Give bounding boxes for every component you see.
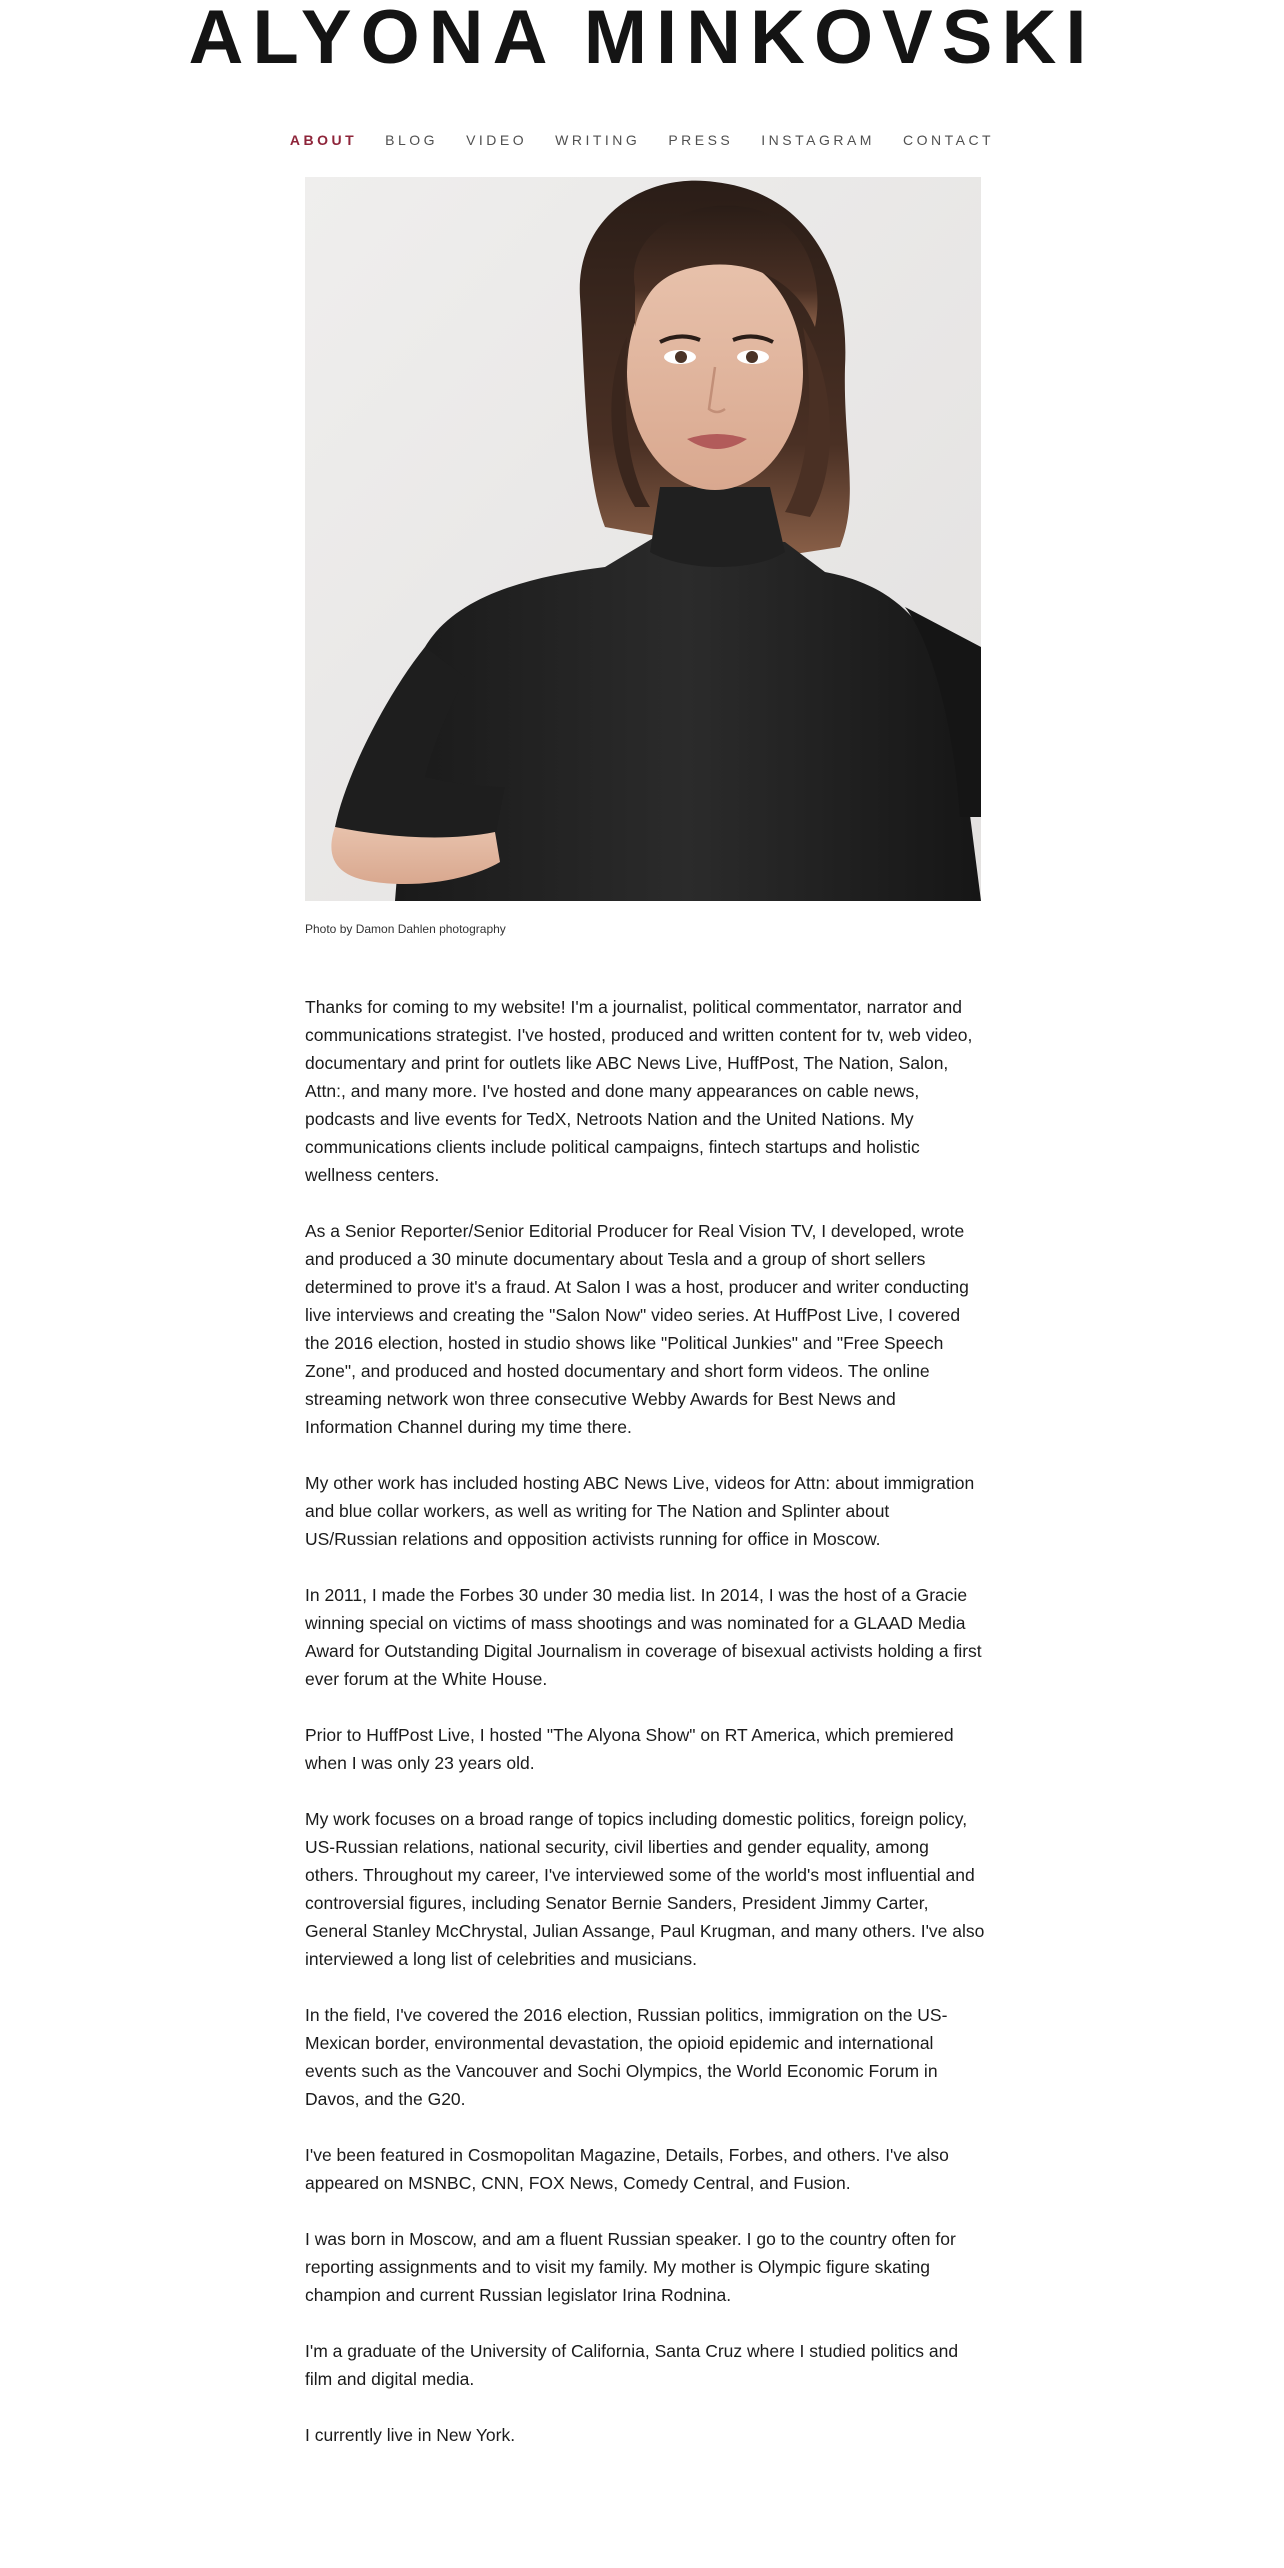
bio-paragraph: My other work has included hosting ABC News Live, videos for Attn: about immigration and blue collar workers, as well as writing for The Nation and Splinter about US/Russian relations and opposition activists running for office in Moscow. [305, 1473, 975, 1549]
nav-item-writing[interactable]: WRITING [555, 132, 641, 148]
bio-paragraph: In the field, I've covered the 2016 election, Russian politics, immigration on the US-Mexican border, environmental devastation, the opioid epidemic and international events such as the Vancouver and Sochi Olympics, the World Economic Forum in Davos, and the G20. [305, 2005, 948, 2109]
nav-item-instagram[interactable]: INSTAGRAM [761, 132, 875, 148]
nav-item-press[interactable]: PRESS [668, 132, 734, 148]
nav-item-blog[interactable]: BLOG [385, 132, 439, 148]
site-title[interactable]: ALYONA MINKOVSKI [188, 0, 1096, 80]
portrait-photo [305, 177, 981, 901]
bio-paragraph: As a Senior Reporter/Senior Editorial Producer for Real Vision TV, I developed, wrote and produced a 30 minute documentary about Tesla and a group of short sellers determined to prove it's a fraud. At Salon I was a host, producer and writer conducting live interviews and creating the "Salon Now" video series. At HuffPost Live, I covered the 2016 election, hosted in studio shows like "Political Junkies" and "Free Speech Zone", and produced and hosted documentary and short form videos. The online streaming network won three consecutive Webby Awards for Best News and Information Channel during my time there. [305, 1221, 969, 1437]
nav-item-video[interactable]: VIDEO [466, 132, 528, 148]
bio-content [305, 993, 985, 2477]
bio-paragraph: I'm a graduate of the University of California, Santa Cruz where I studied politics and film and digital media. [305, 2341, 959, 2389]
bio-paragraph: In 2011, I made the Forbes 30 under 30 media list. In 2014, I was the host of a Gracie winning special on victims of mass shootings and was nominated for a GLAAD Media Award for Outstanding Digital Journalism in coverage of bisexual activists holding a first ever forum at the White House. [305, 1585, 982, 1689]
nav-item-contact[interactable]: CONTACT [902, 132, 995, 148]
nav-item-about[interactable]: ABOUT [289, 132, 358, 148]
photo-caption: Photo by Damon Dahlen photography [305, 922, 506, 936]
bio-paragraph: Thanks for coming to my website! I'm a journalist, political commentator, narrator and communications strategist. I've hosted, produced and written content for tv, web video, documentary and print for outlets like ABC News Live, HuffPost, The Nation, Salon, Attn:, and many more. I've hosted and done many appearances on cable news, podcasts and live events for TedX, Netroots Nation and the United Nations. My communications clients include political campaigns, fintech startups and holistic wellness centers. [305, 997, 973, 1185]
bio-paragraph: Prior to HuffPost Live, I hosted "The Alyona Show" on RT America, which premiered when I was only 23 years old. [305, 1725, 954, 1773]
bio-paragraph: I currently live in New York. [305, 2425, 516, 2445]
portrait-illustration [305, 177, 981, 901]
bio-paragraph: I've been featured in Cosmopolitan Magazine, Details, Forbes, and others. I've also appeared on MSNBC, CNN, FOX News, Comedy Central, and Fusion. [305, 2145, 949, 2193]
main-nav [0, 130, 1284, 150]
bio-paragraph: My work focuses on a broad range of topics including domestic politics, foreign policy, US-Russian relations, national security, civil liberties and gender equality, among others. Throughout my career, I've interviewed some of the world's most influential and controversial figures, including Senator Bernie Sanders, President Jimmy Carter, General Stanley McChrystal, Julian Assange, Paul Krugman, and many others. I've also interviewed a long list of celebrities and musicians. [305, 1809, 985, 1969]
bio-paragraph: I was born in Moscow, and am a fluent Russian speaker. I go to the country often for reporting assignments and to visit my family. My mother is Olympic figure skating champion and current Russian legislator Irina Rodnina. [305, 2229, 956, 2305]
